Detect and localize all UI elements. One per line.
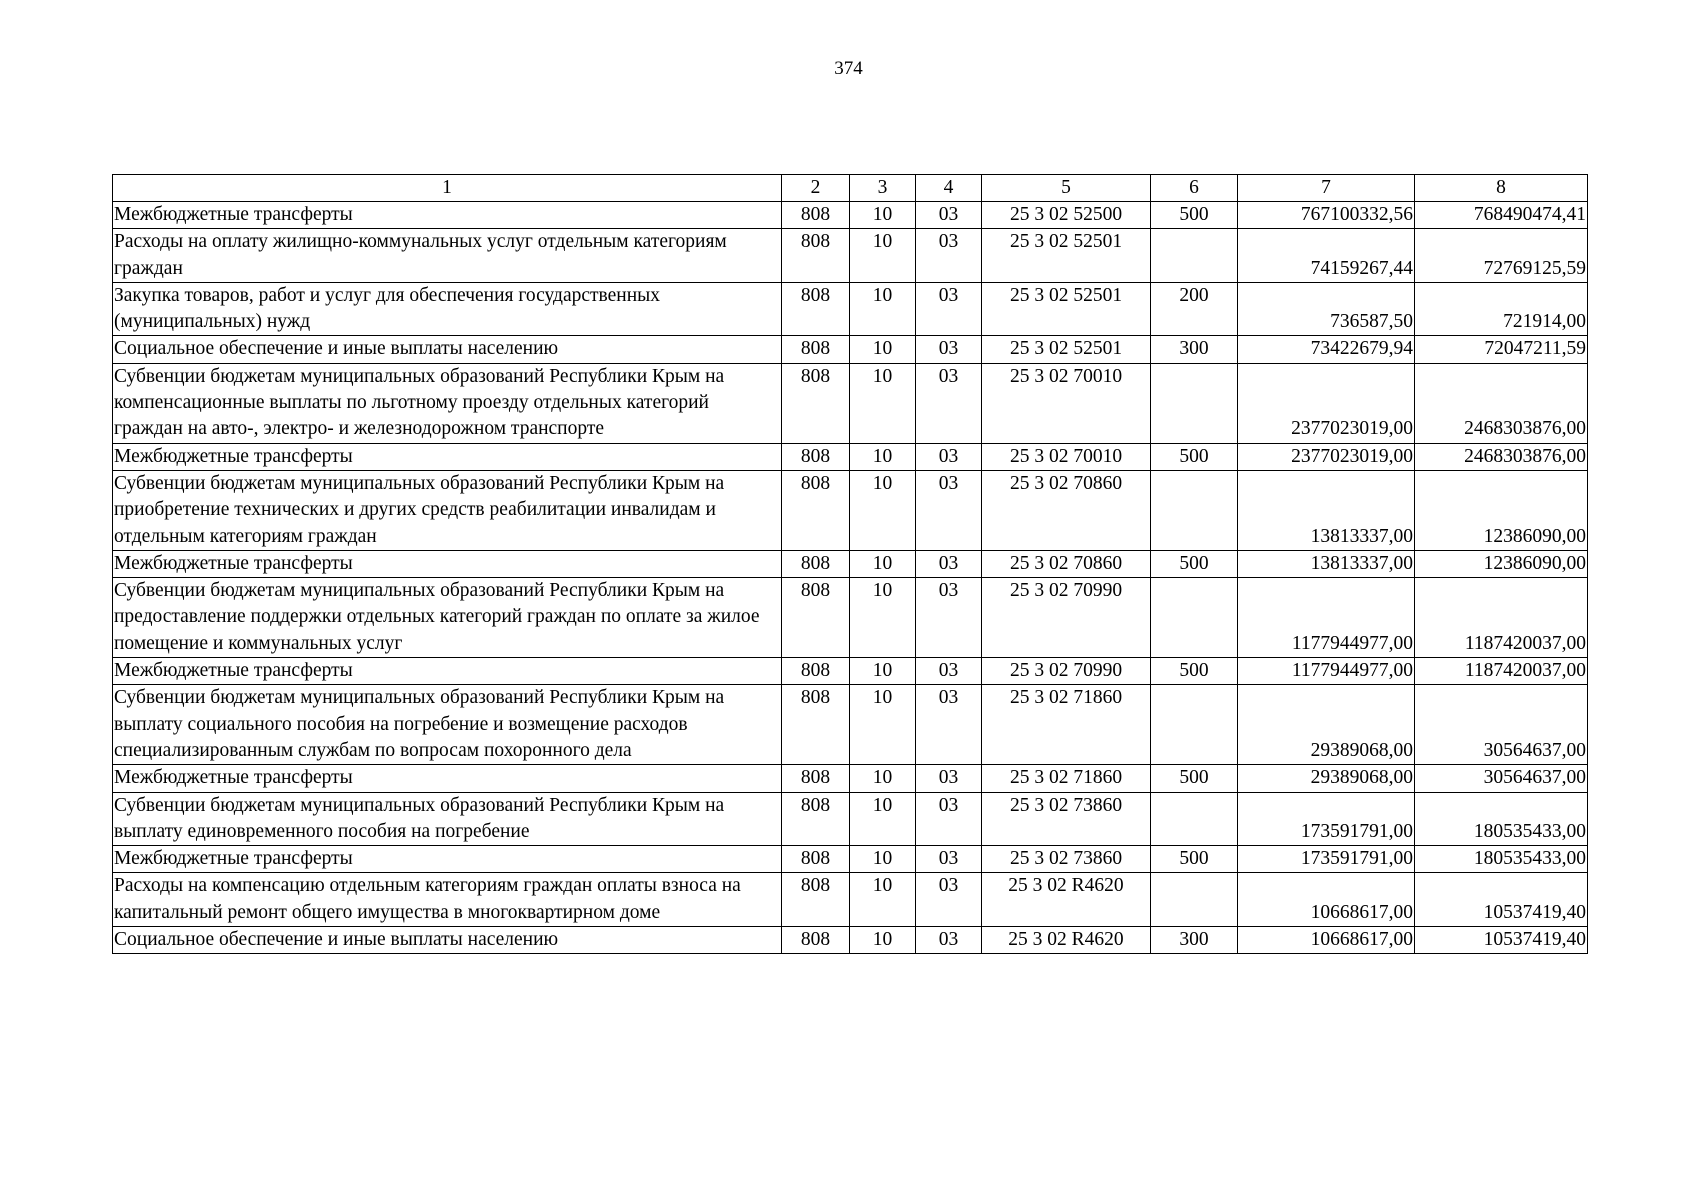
row-amount-cell: 13813337,00 [1238,470,1415,550]
column-header: 4 [916,175,982,202]
row-name-cell: Расходы на оплату жилищно-коммунальных услуг отдельным категориям граждан [113,229,782,283]
column-header: 6 [1151,175,1238,202]
row-amount-cell: 767100332,56 [1238,202,1415,229]
row-amount-cell: 29389068,00 [1238,765,1415,792]
row-code-cell: 03 [916,658,982,685]
row-code-cell [1151,470,1238,550]
row-code-cell: 03 [916,443,982,470]
row-name-cell: Субвенции бюджетам муниципальных образований Республики Крым на выплату единовременного пособия на погребение [113,792,782,846]
row-code-cell: 808 [782,873,850,927]
row-code-cell: 25 3 02 71860 [982,685,1151,765]
row-amount-cell: 10668617,00 [1238,927,1415,954]
row-code-cell: 03 [916,792,982,846]
row-code-cell: 10 [850,363,916,443]
row-name-cell: Межбюджетные трансферты [113,658,782,685]
table-row [113,363,1588,443]
row-code-cell: 25 3 02 70990 [982,578,1151,658]
row-code-cell: 500 [1151,846,1238,873]
row-code-cell: 10 [850,336,916,363]
row-code-cell: 10 [850,550,916,577]
row-code-cell: 10 [850,229,916,283]
row-code-cell: 808 [782,202,850,229]
row-amount-cell: 180535433,00 [1415,792,1588,846]
row-amount-cell: 73422679,94 [1238,336,1415,363]
row-amount-cell: 2468303876,00 [1415,363,1588,443]
row-code-cell: 03 [916,470,982,550]
row-name-cell: Межбюджетные трансферты [113,202,782,229]
row-amount-cell: 10537419,40 [1415,873,1588,927]
table-header-row [113,175,1588,202]
table-row [113,765,1588,792]
row-code-cell: 03 [916,685,982,765]
row-code-cell: 03 [916,927,982,954]
row-code-cell: 500 [1151,658,1238,685]
table-row [113,443,1588,470]
row-amount-cell: 180535433,00 [1415,846,1588,873]
row-amount-cell: 1187420037,00 [1415,578,1588,658]
row-code-cell: 10 [850,470,916,550]
row-code-cell: 500 [1151,550,1238,577]
row-code-cell: 10 [850,578,916,658]
row-code-cell: 25 3 02 70860 [982,550,1151,577]
row-amount-cell: 30564637,00 [1415,685,1588,765]
row-amount-cell: 1187420037,00 [1415,658,1588,685]
row-code-cell: 500 [1151,202,1238,229]
row-code-cell: 25 3 02 52501 [982,282,1151,336]
row-name-cell: Социальное обеспечение и иные выплаты населению [113,336,782,363]
row-code-cell: 808 [782,443,850,470]
row-code-cell: 25 3 02 70010 [982,363,1151,443]
row-code-cell: 25 3 02 52501 [982,336,1151,363]
row-code-cell [1151,792,1238,846]
column-header: 1 [113,175,782,202]
row-code-cell: 808 [782,927,850,954]
row-amount-cell: 768490474,41 [1415,202,1588,229]
row-code-cell: 03 [916,578,982,658]
column-header: 3 [850,175,916,202]
row-code-cell: 25 3 02 R4620 [982,873,1151,927]
row-code-cell: 10 [850,927,916,954]
row-code-cell: 25 3 02 71860 [982,765,1151,792]
row-code-cell: 300 [1151,927,1238,954]
table-row [113,685,1588,765]
row-name-cell: Закупка товаров, работ и услуг для обеспечения государственных (муниципальных) нужд [113,282,782,336]
row-code-cell [1151,363,1238,443]
row-amount-cell: 72047211,59 [1415,336,1588,363]
row-code-cell: 10 [850,765,916,792]
table-row [113,229,1588,283]
row-name-cell: Межбюджетные трансферты [113,443,782,470]
row-name-cell: Субвенции бюджетам муниципальных образований Республики Крым на компенсационные выплаты по льготному проезду отдельных категорий граждан на авто-, электро- и железнодорожном транспорте [113,363,782,443]
row-code-cell: 808 [782,792,850,846]
table-row [113,578,1588,658]
row-amount-cell: 1177944977,00 [1238,578,1415,658]
table-row [113,873,1588,927]
row-code-cell: 25 3 02 70860 [982,470,1151,550]
row-amount-cell: 2468303876,00 [1415,443,1588,470]
row-code-cell: 808 [782,550,850,577]
row-code-cell: 808 [782,470,850,550]
row-amount-cell: 30564637,00 [1415,765,1588,792]
row-code-cell: 25 3 02 52501 [982,229,1151,283]
row-code-cell: 03 [916,873,982,927]
row-code-cell: 25 3 02 52500 [982,202,1151,229]
row-name-cell: Субвенции бюджетам муниципальных образований Республики Крым на приобретение технических и других средств реабилитации инвалидам и отдельным категориям граждан [113,470,782,550]
row-code-cell: 10 [850,685,916,765]
page-number: 374 [834,58,863,79]
row-code-cell: 25 3 02 R4620 [982,927,1151,954]
row-amount-cell: 2377023019,00 [1238,363,1415,443]
row-code-cell: 808 [782,336,850,363]
row-code-cell: 10 [850,873,916,927]
row-code-cell: 10 [850,202,916,229]
row-code-cell: 03 [916,336,982,363]
table-row [113,202,1588,229]
row-code-cell: 25 3 02 73860 [982,792,1151,846]
row-name-cell: Межбюджетные трансферты [113,765,782,792]
row-code-cell [1151,685,1238,765]
row-code-cell [1151,578,1238,658]
row-code-cell: 10 [850,443,916,470]
row-code-cell: 808 [782,846,850,873]
row-code-cell: 25 3 02 70010 [982,443,1151,470]
table-row [113,470,1588,550]
row-amount-cell: 721914,00 [1415,282,1588,336]
row-code-cell: 03 [916,550,982,577]
row-amount-cell: 29389068,00 [1238,685,1415,765]
row-code-cell: 03 [916,282,982,336]
table-row [113,846,1588,873]
row-code-cell: 808 [782,282,850,336]
row-amount-cell: 10537419,40 [1415,927,1588,954]
row-code-cell: 200 [1151,282,1238,336]
row-code-cell: 10 [850,282,916,336]
row-amount-cell: 1177944977,00 [1238,658,1415,685]
row-code-cell: 03 [916,846,982,873]
column-header: 7 [1238,175,1415,202]
row-amount-cell: 74159267,44 [1238,229,1415,283]
row-code-cell: 808 [782,765,850,792]
row-amount-cell: 12386090,00 [1415,470,1588,550]
column-header: 5 [982,175,1151,202]
row-code-cell: 500 [1151,765,1238,792]
row-amount-cell: 72769125,59 [1415,229,1588,283]
table-row [113,282,1588,336]
row-code-cell: 10 [850,658,916,685]
row-code-cell: 300 [1151,336,1238,363]
row-code-cell: 808 [782,685,850,765]
row-name-cell: Расходы на компенсацию отдельным категориям граждан оплаты взноса на капитальный ремонт общего имущества в многоквартирном доме [113,873,782,927]
row-code-cell: 03 [916,229,982,283]
row-code-cell: 500 [1151,443,1238,470]
row-code-cell [1151,229,1238,283]
row-name-cell: Субвенции бюджетам муниципальных образований Республики Крым на выплату социального пособия на погребение и возмещение расходов специализированным службам по вопросам похоронного дела [113,685,782,765]
row-name-cell: Субвенции бюджетам муниципальных образований Республики Крым на предоставление поддержки отдельных категорий граждан по оплате за жилое помещение и коммунальных услуг [113,578,782,658]
row-code-cell: 10 [850,792,916,846]
row-code-cell: 03 [916,765,982,792]
row-name-cell: Социальное обеспечение и иные выплаты населению [113,927,782,954]
row-amount-cell: 10668617,00 [1238,873,1415,927]
row-amount-cell: 173591791,00 [1238,792,1415,846]
table-row [113,658,1588,685]
row-code-cell: 808 [782,229,850,283]
row-amount-cell: 736587,50 [1238,282,1415,336]
table-row [113,927,1588,954]
row-code-cell: 25 3 02 73860 [982,846,1151,873]
table-row [113,550,1588,577]
budget-table [112,174,1588,954]
row-amount-cell: 173591791,00 [1238,846,1415,873]
row-name-cell: Межбюджетные трансферты [113,846,782,873]
row-amount-cell: 12386090,00 [1415,550,1588,577]
row-amount-cell: 13813337,00 [1238,550,1415,577]
row-code-cell: 03 [916,202,982,229]
row-code-cell [1151,873,1238,927]
row-code-cell: 808 [782,578,850,658]
row-code-cell: 25 3 02 70990 [982,658,1151,685]
row-code-cell: 808 [782,658,850,685]
column-header: 2 [782,175,850,202]
table-row [113,792,1588,846]
row-code-cell: 808 [782,363,850,443]
row-code-cell: 10 [850,846,916,873]
row-amount-cell: 2377023019,00 [1238,443,1415,470]
column-header: 8 [1415,175,1588,202]
row-name-cell: Межбюджетные трансферты [113,550,782,577]
row-code-cell: 03 [916,363,982,443]
table-row [113,336,1588,363]
